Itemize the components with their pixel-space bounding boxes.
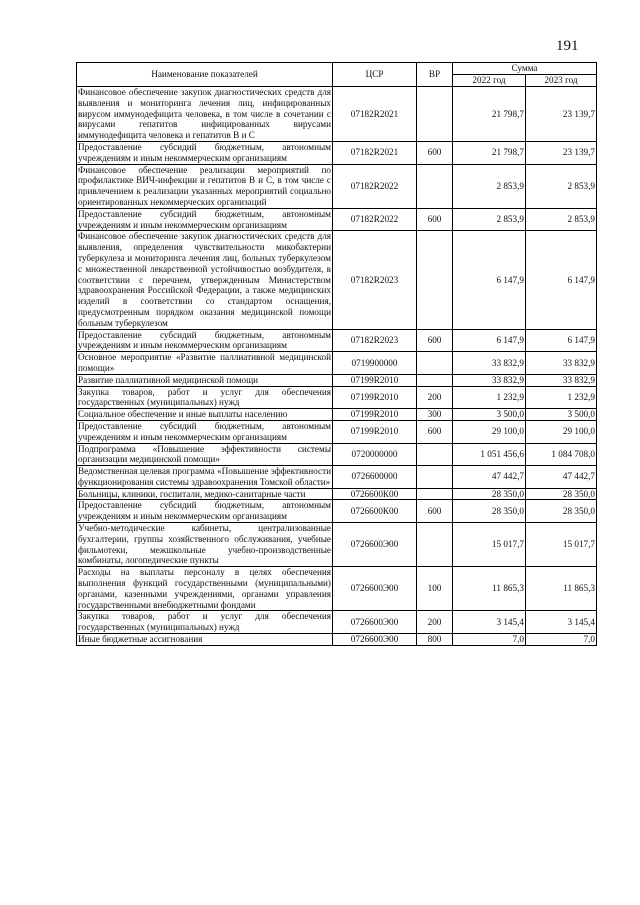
row-name: Подпрограмма «Повышение эффективности системы организации медицинской помощи» bbox=[78, 443, 331, 465]
row-csr: 0726600К00 bbox=[333, 488, 417, 500]
row-csr: 07199R2010 bbox=[333, 420, 417, 443]
row-2023: 7,0 bbox=[526, 634, 597, 646]
row-2023: 6 147,9 bbox=[526, 329, 597, 352]
header-name: Наименование показателей bbox=[77, 63, 333, 87]
row-name: Ведомственная целевая программа «Повышение эффективности функционирования системы здравоохранения Томской области» bbox=[78, 466, 331, 487]
row-2023: 28 350,0 bbox=[526, 500, 597, 523]
row-name: Развитие паллиативной медицинской помощи bbox=[77, 374, 333, 386]
row-csr: 07182R2021 bbox=[333, 87, 417, 142]
row-2022: 7,0 bbox=[453, 634, 526, 646]
row-2023: 3 145,4 bbox=[526, 611, 597, 634]
table-row bbox=[77, 164, 597, 208]
row-2023: 28 350,0 bbox=[526, 488, 597, 500]
row-2022: 3 145,4 bbox=[453, 611, 526, 634]
row-csr: 07182R2023 bbox=[333, 231, 417, 329]
row-vr: 600 bbox=[417, 329, 453, 352]
row-vr: 600 bbox=[417, 420, 453, 443]
header-sum: Сумма bbox=[453, 63, 597, 75]
row-2022: 29 100,0 bbox=[453, 420, 526, 443]
row-csr: 0726600Э00 bbox=[333, 634, 417, 646]
row-name: Больницы, клиники, госпитали, медико-санитарные части bbox=[77, 488, 333, 500]
row-vr: 600 bbox=[417, 500, 453, 523]
header-csr: ЦСР bbox=[333, 63, 417, 87]
row-csr: 07182R2023 bbox=[333, 329, 417, 352]
row-csr: 0726600Э00 bbox=[333, 611, 417, 634]
table-row bbox=[77, 488, 597, 500]
row-2023: 2 853,9 bbox=[526, 164, 597, 208]
row-name: Социальное обеспечение и иные выплаты населению bbox=[77, 409, 333, 421]
row-name: Предоставление субсидий бюджетным, автономным учреждениям и иным некоммерческим организациям bbox=[78, 141, 331, 163]
row-2022: 33 832,9 bbox=[453, 374, 526, 386]
table-row bbox=[77, 329, 597, 352]
row-csr: 0720000000 bbox=[333, 443, 417, 466]
row-vr: 300 bbox=[417, 409, 453, 421]
row-name: Финансовое обеспечение закупок диагностических средств для выявления и мониторинга лечения лиц, инфицированных вирусом иммунодефицита человека, в том числе в сочетании с вирусами гепатитов инфицированных вирусами иммунодефицита человека и гепатитов В и С bbox=[78, 87, 331, 141]
row-vr bbox=[417, 523, 453, 567]
row-vr bbox=[417, 466, 453, 489]
table-row bbox=[77, 466, 597, 489]
row-vr bbox=[417, 443, 453, 466]
table-row bbox=[77, 443, 597, 466]
row-csr: 07199R2010 bbox=[333, 386, 417, 409]
budget-table bbox=[76, 62, 597, 646]
header-2023: 2023 год bbox=[526, 75, 597, 87]
table-row bbox=[77, 87, 597, 142]
table-row bbox=[77, 352, 597, 375]
row-name: Закупка товаров, работ и услуг для обеспечения государственных (муниципальных) нужд bbox=[78, 386, 331, 408]
row-name: Предоставление субсидий бюджетным, автономным учреждениям и иным некоммерческим организациям bbox=[78, 500, 331, 522]
row-2022: 28 350,0 bbox=[453, 488, 526, 500]
row-csr: 0726600Э00 bbox=[333, 523, 417, 567]
row-2022: 2 853,9 bbox=[453, 164, 526, 208]
row-vr: 600 bbox=[417, 141, 453, 164]
row-csr: 0726600К00 bbox=[333, 500, 417, 523]
row-2023: 6 147,9 bbox=[526, 231, 597, 329]
row-2023: 15 017,7 bbox=[526, 523, 597, 567]
row-name: Финансовое обеспечение закупок диагностических средств для выявления, определения чувствительности микобактерии туберкулеза и мониторинга лечения лиц, больных туберкулезом с множественной лекарственной устойчивостью возбудителя, в соответствии с перечнем, утвержденным Министерством здравоохранения Российской Федерации, а также медицинских изделий в соответствии со стандартом оснащения, предусмотренным порядком оказания медицинской помощи больным туберкулезом bbox=[78, 231, 331, 328]
row-csr: 0719900000 bbox=[333, 352, 417, 375]
row-name: Иные бюджетные ассигнования bbox=[77, 634, 333, 646]
header-2022: 2022 год bbox=[453, 75, 526, 87]
table-row bbox=[77, 420, 597, 443]
row-2023: 11 865,3 bbox=[526, 567, 597, 611]
row-2023: 47 442,7 bbox=[526, 466, 597, 489]
row-vr: 600 bbox=[417, 208, 453, 231]
table-row bbox=[77, 386, 597, 409]
table-row bbox=[77, 141, 597, 164]
row-2023: 1 232,9 bbox=[526, 386, 597, 409]
table-row bbox=[77, 567, 597, 611]
row-2022: 15 017,7 bbox=[453, 523, 526, 567]
row-2023: 29 100,0 bbox=[526, 420, 597, 443]
row-2023: 23 139,7 bbox=[526, 87, 597, 142]
row-csr: 0726600Э00 bbox=[333, 567, 417, 611]
row-csr: 07182R2022 bbox=[333, 164, 417, 208]
row-vr bbox=[417, 374, 453, 386]
row-2022: 11 865,3 bbox=[453, 567, 526, 611]
row-2022: 33 832,9 bbox=[453, 352, 526, 375]
row-2022: 6 147,9 bbox=[453, 329, 526, 352]
row-2023: 1 084 708,0 bbox=[526, 443, 597, 466]
row-vr: 800 bbox=[417, 634, 453, 646]
table-row bbox=[77, 634, 597, 646]
row-csr: 07182R2022 bbox=[333, 208, 417, 231]
row-name: Закупка товаров, работ и услуг для обеспечения государственных (муниципальных) нужд bbox=[78, 611, 331, 633]
row-2023: 2 853,9 bbox=[526, 208, 597, 231]
row-2022: 6 147,9 bbox=[453, 231, 526, 329]
row-vr bbox=[417, 164, 453, 208]
row-2022: 47 442,7 bbox=[453, 466, 526, 489]
row-2022: 28 350,0 bbox=[453, 500, 526, 523]
row-name: Учебно-методические кабинеты, централизованные бухгалтерии, группы хозяйственного обслуживания, учебные фильмотеки, межшкольные учебно-производственные комбинаты, логопедические пункты bbox=[78, 523, 331, 566]
page-number: 191 bbox=[556, 38, 579, 54]
row-name: Предоставление субсидий бюджетным, автономным учреждениям и иным некоммерческим организациям bbox=[78, 329, 331, 351]
row-2022: 3 500,0 bbox=[453, 409, 526, 421]
table-row bbox=[77, 208, 597, 231]
row-2022: 1 232,9 bbox=[453, 386, 526, 409]
table-row bbox=[77, 500, 597, 523]
row-vr: 100 bbox=[417, 567, 453, 611]
row-2023: 33 832,9 bbox=[526, 352, 597, 375]
table-row bbox=[77, 611, 597, 634]
row-name: Финансовое обеспечение реализации мероприятий по профилактике ВИЧ-инфекции и гепатитов В и С, в том числе с привлечением к реализации указанных мероприятий социально ориентированных некоммерческих организаций bbox=[78, 164, 331, 207]
row-vr bbox=[417, 231, 453, 329]
row-csr: 0726600000 bbox=[333, 466, 417, 489]
row-csr: 07199R2010 bbox=[333, 374, 417, 386]
row-2023: 33 832,9 bbox=[526, 374, 597, 386]
row-2023: 23 139,7 bbox=[526, 141, 597, 164]
row-vr bbox=[417, 488, 453, 500]
row-2022: 21 798,7 bbox=[453, 141, 526, 164]
row-vr bbox=[417, 352, 453, 375]
row-vr: 200 bbox=[417, 386, 453, 409]
row-vr bbox=[417, 87, 453, 142]
row-2022: 2 853,9 bbox=[453, 208, 526, 231]
row-csr: 07199R2010 bbox=[333, 409, 417, 421]
row-name: Основное мероприятие «Развитие паллиативной медицинской помощи» bbox=[78, 352, 331, 373]
row-name: Расходы на выплаты персоналу в целях обеспечения выполнения функций государственными (муниципальными) органами, казенными учреждениями, органами управления государственными внебюджетными фондами bbox=[78, 567, 331, 610]
table-row bbox=[77, 409, 597, 421]
row-2022: 1 051 456,6 bbox=[453, 443, 526, 466]
row-2023: 3 500,0 bbox=[526, 409, 597, 421]
table-row bbox=[77, 523, 597, 567]
row-vr: 200 bbox=[417, 611, 453, 634]
header-vr: ВР bbox=[417, 63, 453, 87]
row-2022: 21 798,7 bbox=[453, 87, 526, 142]
row-name: Предоставление субсидий бюджетным, автономным учреждениям и иным некоммерческим организациям bbox=[78, 420, 331, 442]
row-name: Предоставление субсидий бюджетным, автономным учреждениям и иным некоммерческим организациям bbox=[78, 208, 331, 230]
table-row bbox=[77, 374, 597, 386]
row-csr: 07182R2021 bbox=[333, 141, 417, 164]
table-row bbox=[77, 231, 597, 329]
